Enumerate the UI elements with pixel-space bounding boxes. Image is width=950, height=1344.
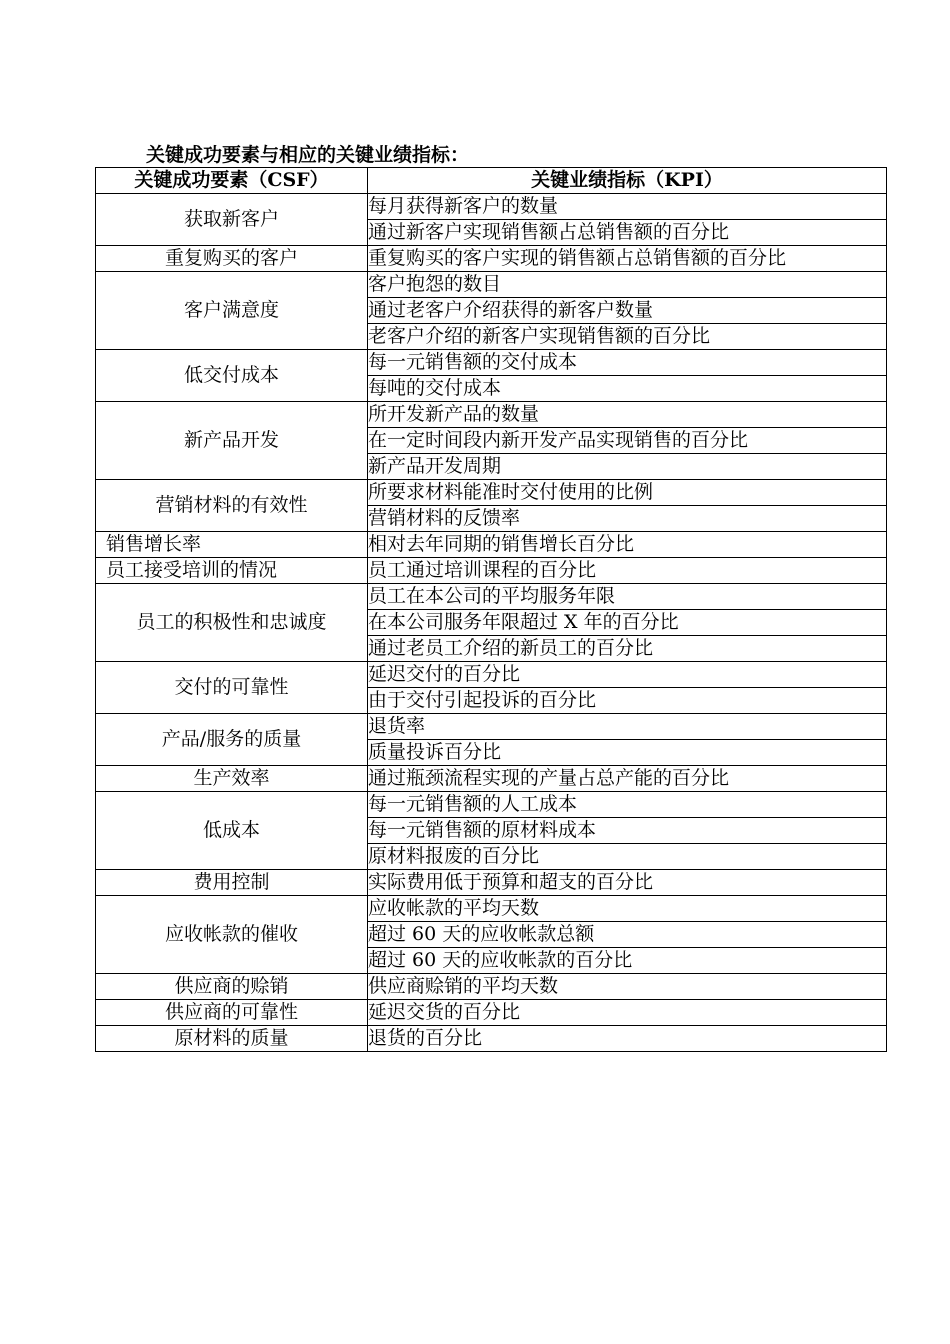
csf-cell: 员工的积极性和忠诚度 xyxy=(96,584,368,662)
table-body xyxy=(96,194,887,1052)
kpi-cell: 超过 60 天的应收帐款总额 xyxy=(368,922,887,948)
kpi-cell: 每一元销售额的原材料成本 xyxy=(368,818,887,844)
kpi-cell: 所要求材料能准时交付使用的比例 xyxy=(368,480,887,506)
csf-cell: 客户满意度 xyxy=(96,272,368,350)
table-row xyxy=(96,766,887,792)
csf-cell: 重复购买的客户 xyxy=(96,246,368,272)
csf-cell: 销售增长率 xyxy=(96,532,368,558)
csf-cell: 员工接受培训的情况 xyxy=(96,558,368,584)
table-row xyxy=(96,792,887,818)
table-row xyxy=(96,1000,887,1026)
kpi-cell: 通过瓶颈流程实现的产量占总产能的百分比 xyxy=(368,766,887,792)
kpi-cell: 实际费用低于预算和超支的百分比 xyxy=(368,870,887,896)
table-row xyxy=(96,714,887,740)
table-row xyxy=(96,402,887,428)
csf-cell: 产品/服务的质量 xyxy=(96,714,368,766)
table-header-row xyxy=(96,168,887,194)
kpi-cell: 老客户介绍的新客户实现销售额的百分比 xyxy=(368,324,887,350)
csf-cell: 供应商的赊销 xyxy=(96,974,368,1000)
table-row xyxy=(96,896,887,922)
kpi-cell: 营销材料的反馈率 xyxy=(368,506,887,532)
kpi-cell: 质量投诉百分比 xyxy=(368,740,887,766)
kpi-cell: 通过老员工介绍的新员工的百分比 xyxy=(368,636,887,662)
kpi-cell: 在本公司服务年限超过 X 年的百分比 xyxy=(368,610,887,636)
table-row xyxy=(96,532,887,558)
csf-cell: 营销材料的有效性 xyxy=(96,480,368,532)
kpi-cell: 在一定时间段内新开发产品实现销售的百分比 xyxy=(368,428,887,454)
table-row xyxy=(96,662,887,688)
table-row xyxy=(96,350,887,376)
csf-cell: 费用控制 xyxy=(96,870,368,896)
csf-cell: 原材料的质量 xyxy=(96,1026,368,1052)
table-row xyxy=(96,974,887,1000)
csf-column-header: 关键成功要素（CSF） xyxy=(96,168,368,194)
kpi-cell: 退货率 xyxy=(368,714,887,740)
csf-cell: 获取新客户 xyxy=(96,194,368,246)
kpi-cell: 每一元销售额的人工成本 xyxy=(368,792,887,818)
kpi-cell: 延迟交货的百分比 xyxy=(368,1000,887,1026)
kpi-cell: 供应商赊销的平均天数 xyxy=(368,974,887,1000)
csf-cell: 供应商的可靠性 xyxy=(96,1000,368,1026)
table-row xyxy=(96,194,887,220)
table-row xyxy=(96,480,887,506)
kpi-cell: 退货的百分比 xyxy=(368,1026,887,1052)
kpi-cell: 每一元销售额的交付成本 xyxy=(368,350,887,376)
kpi-column-header: 关键业绩指标（KPI） xyxy=(368,168,887,194)
kpi-cell: 原材料报废的百分比 xyxy=(368,844,887,870)
csf-kpi-table xyxy=(95,167,887,1052)
kpi-cell: 通过老客户介绍获得的新客户数量 xyxy=(368,298,887,324)
csf-cell: 新产品开发 xyxy=(96,402,368,480)
kpi-cell: 客户抱怨的数目 xyxy=(368,272,887,298)
kpi-cell: 相对去年同期的销售增长百分比 xyxy=(368,532,887,558)
csf-cell: 应收帐款的催收 xyxy=(96,896,368,974)
kpi-cell: 应收帐款的平均天数 xyxy=(368,896,887,922)
kpi-cell: 员工通过培训课程的百分比 xyxy=(368,558,887,584)
csf-cell: 低成本 xyxy=(96,792,368,870)
document-title: 关键成功要素与相应的关键业绩指标： xyxy=(146,144,470,166)
csf-cell: 交付的可靠性 xyxy=(96,662,368,714)
table-row xyxy=(96,870,887,896)
kpi-cell: 新产品开发周期 xyxy=(368,454,887,480)
table-row xyxy=(96,246,887,272)
kpi-cell: 延迟交付的百分比 xyxy=(368,662,887,688)
kpi-cell: 超过 60 天的应收帐款的百分比 xyxy=(368,948,887,974)
kpi-cell: 通过新客户实现销售额占总销售额的百分比 xyxy=(368,220,887,246)
table-row xyxy=(96,1026,887,1052)
kpi-cell: 员工在本公司的平均服务年限 xyxy=(368,584,887,610)
kpi-cell: 每月获得新客户的数量 xyxy=(368,194,887,220)
kpi-cell: 所开发新产品的数量 xyxy=(368,402,887,428)
kpi-cell: 由于交付引起投诉的百分比 xyxy=(368,688,887,714)
kpi-cell: 重复购买的客户实现的销售额占总销售额的百分比 xyxy=(368,246,887,272)
csf-cell: 低交付成本 xyxy=(96,350,368,402)
table-row xyxy=(96,272,887,298)
csf-cell: 生产效率 xyxy=(96,766,368,792)
kpi-cell: 每吨的交付成本 xyxy=(368,376,887,402)
table-row xyxy=(96,584,887,610)
table-row xyxy=(96,558,887,584)
